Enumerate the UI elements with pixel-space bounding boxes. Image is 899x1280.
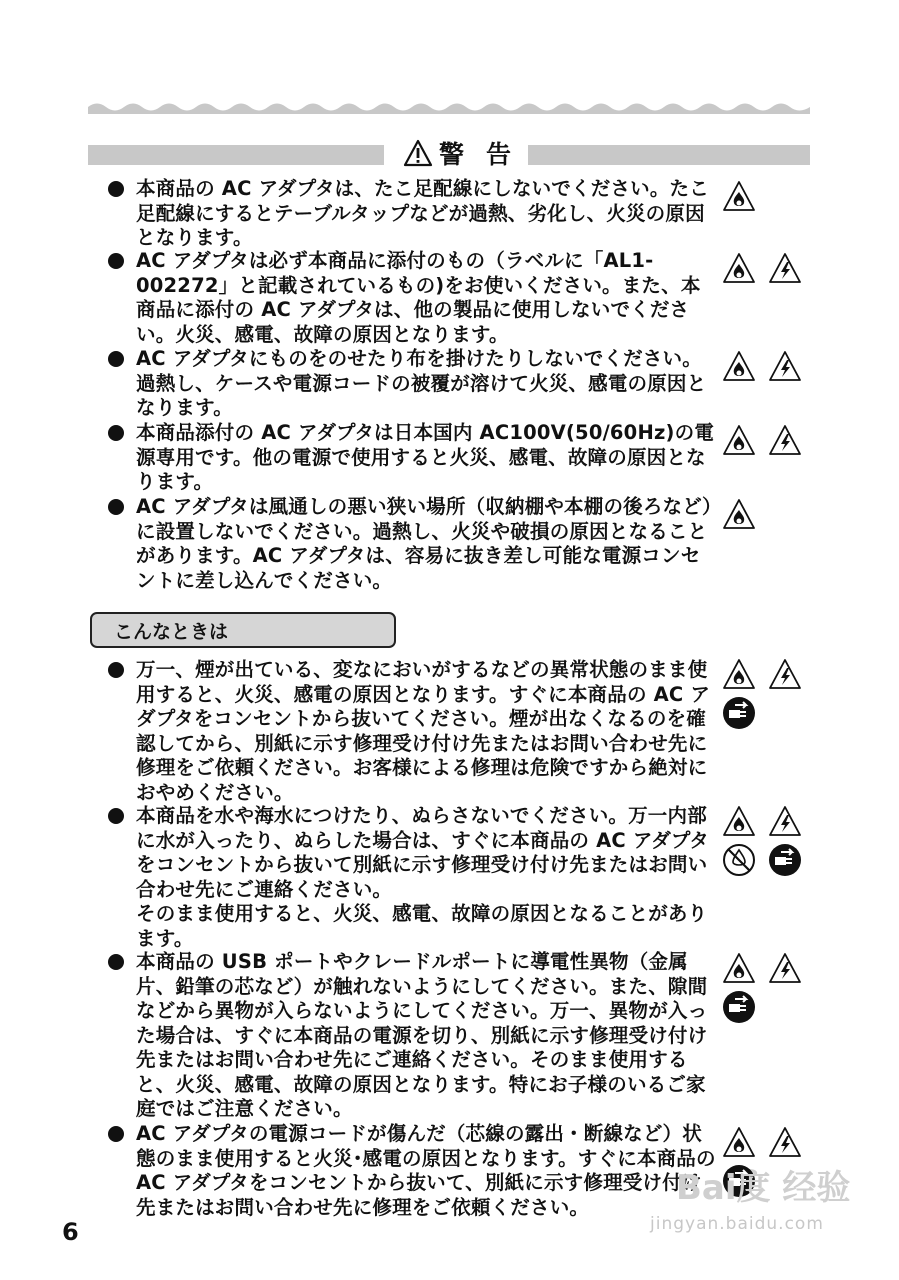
bullet-icon	[108, 954, 124, 970]
watermark-url: jingyan.baidu.com	[650, 1214, 824, 1234]
warning-header	[388, 132, 533, 174]
list-item	[108, 804, 718, 950]
item-text: 本商品を水や海水につけたり、ぬらさないでください。万一内部に水が入ったり、ぬらした場合は、すぐに本商品の AC アダプタをコンセントから抜いて別紙に示す修理受け付け先またはお問い合わせ先にご連絡ください。 そのまま使用すると、火災、感電、故障の原因となることがあります。	[136, 804, 709, 950]
warning-title: 警告	[438, 140, 533, 169]
fire-icon	[722, 180, 756, 212]
warning-header-bar-left	[88, 145, 384, 165]
watermark-brand: Bai度 经验	[676, 1168, 851, 1208]
fire-icon	[722, 498, 756, 530]
fire-icon	[722, 350, 756, 382]
warning-list	[108, 177, 718, 595]
fire-icon	[722, 252, 756, 284]
shock-icon	[768, 424, 802, 456]
unplug-icon	[722, 696, 756, 730]
list-item	[108, 347, 718, 417]
shock-icon	[768, 1126, 802, 1158]
item-text: 本商品の AC アダプタは、たこ足配線にしないでください。たこ足配線にするとテーブルタップなどが過熱、劣化し、火災の原因となります。	[136, 177, 709, 249]
bullet-icon	[108, 499, 124, 515]
bullet-icon	[108, 351, 124, 367]
incase-list	[108, 658, 718, 1222]
list-item	[108, 950, 718, 1118]
item-text: 万一、煙が出ている、変なにおいがするなどの異常状態のまま使用すると、火災、感電の原因となります。すぐに本商品の AC アダプタをコンセントから抜いてください。煙が出なくなるのを確認してから、別紙に示す修理受け付け先またはお問い合わせ先に修理をご依頼ください。お客様による修理は危険ですから絶対におやめください。	[136, 658, 711, 804]
shock-icon	[768, 805, 802, 837]
list-item	[108, 177, 718, 249]
section-tab	[90, 612, 396, 648]
list-item	[108, 249, 718, 346]
page-number: 6	[62, 1218, 79, 1246]
header-wave-decoration	[88, 100, 810, 114]
no-water-icon	[722, 843, 756, 877]
bullet-icon	[108, 662, 124, 678]
unplug-icon	[768, 843, 802, 877]
item-text: AC アダプタにものをのせたり布を掛けたりしないでください。過熱し、ケースや電源コードの被覆が溶けて火災、感電の原因となります。	[136, 347, 707, 419]
shock-icon	[768, 252, 802, 284]
list-item	[108, 658, 718, 804]
bullet-icon	[108, 181, 124, 197]
list-item	[108, 421, 718, 491]
shock-icon	[768, 658, 802, 690]
item-text: 本商品添付の AC アダプタは日本国内 AC100V(50/60Hz)の電源専用です。他の電源で使用すると火災、感電、故障の原因となります。	[136, 421, 715, 493]
warning-header-bar-right	[528, 145, 810, 165]
fire-icon	[722, 424, 756, 456]
bullet-icon	[108, 808, 124, 824]
shock-icon	[768, 952, 802, 984]
fire-icon	[722, 658, 756, 690]
unplug-icon	[722, 990, 756, 1024]
bullet-icon	[108, 1126, 124, 1142]
shock-icon	[768, 350, 802, 382]
fire-icon	[722, 805, 756, 837]
item-text: AC アダプタは風通しの悪い狭い場所（収納棚や本棚の後ろなど）に設置しないでください。過熱し、火災や破損の原因となることがあります。AC アダプタは、容易に抜き差し可能な電源コンセントに差し込んでください。	[136, 495, 712, 592]
bullet-icon	[108, 425, 124, 441]
fire-icon	[722, 1126, 756, 1158]
list-item	[108, 495, 718, 591]
item-text: AC アダプタの電源コードが傷んだ（芯線の露出・断線など）状態のまま使用すると火災･感電の原因となります。すぐに本商品の AC アダプタをコンセントから抜いて、別紙に示す修理受け付け先またはお問い合わせ先に修理をご依頼ください。	[136, 1122, 716, 1219]
item-text: AC アダプタは必ず本商品に添付のもの（ラベルに「AL1-002272」と記載されているもの)をお使いください。また、本商品に添付の AC アダプタは、他の製品に使用しないでください。火災、感電、故障の原因となります。	[136, 249, 701, 346]
section-tab-label: こんなときは	[114, 620, 229, 643]
list-item	[108, 1122, 718, 1218]
item-text: 本商品の USB ポートやクレードルポートに導電性異物（金属片、鉛筆の芯など）が触れないようにしてください。また、隙間などから異物が入らないようにしてください。万一、異物が入った場合は、すぐに本商品の電源を切り、別紙に示す修理受け付け先またはお問い合わせ先にご連絡ください。そのまま使用すると、火災、感電、故障の原因となります。特にお子様のいるご家庭ではご注意ください。	[136, 950, 708, 1120]
warning-triangle-icon	[403, 139, 433, 167]
fire-icon	[722, 952, 756, 984]
bullet-icon	[108, 253, 124, 269]
